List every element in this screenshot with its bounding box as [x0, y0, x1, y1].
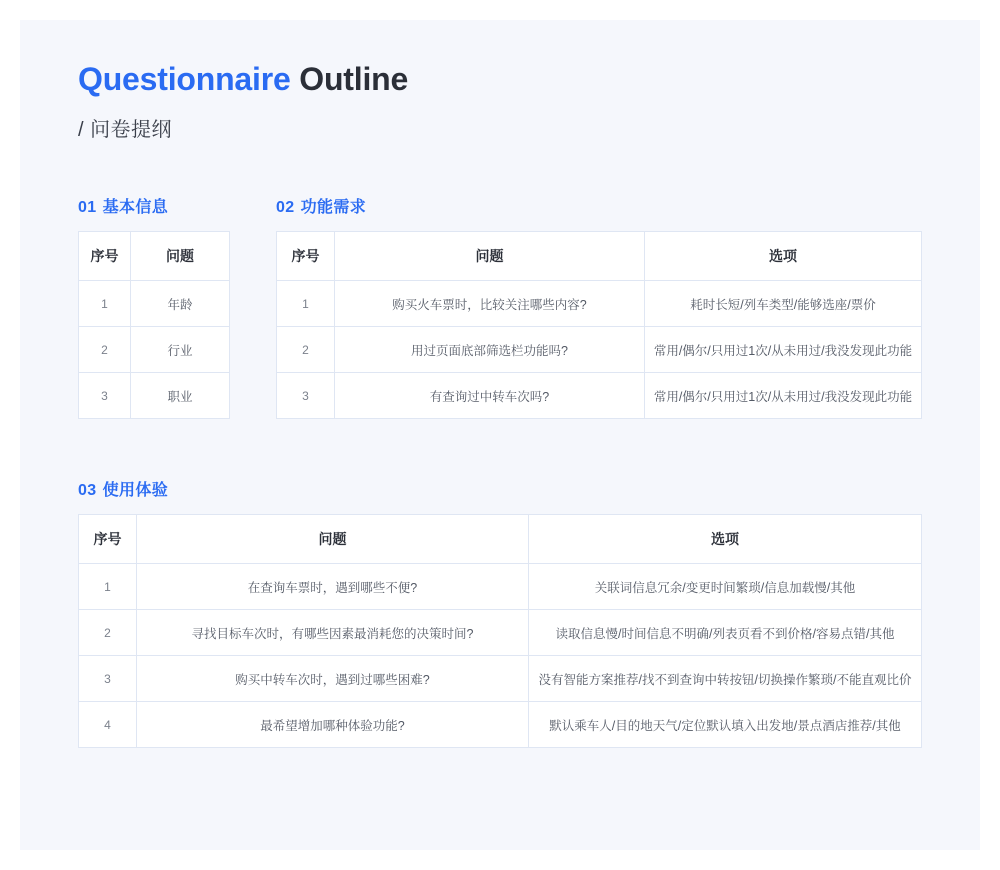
cell-question: 行业: [131, 327, 230, 373]
cell-question: 寻找目标车次时，有哪些因素最消耗您的决策时间?: [137, 610, 529, 656]
subtitle-slash: /: [78, 119, 85, 142]
page-title-accent: Questionnaire: [78, 61, 291, 97]
column-header: 问题: [137, 515, 529, 564]
cell-index: 2: [79, 610, 137, 656]
table-row: [79, 656, 922, 702]
subtitle-text: 问卷提纲: [90, 119, 173, 142]
cell-question: 最希望增加哪种体验功能?: [137, 702, 529, 748]
page-content: [20, 20, 980, 748]
cell-index: 2: [79, 327, 131, 373]
cell-question: 在查询车票时，遇到哪些不便?: [137, 564, 529, 610]
column-header: 选项: [529, 515, 922, 564]
page-title: [78, 62, 922, 97]
cell-question: 年龄: [131, 281, 230, 327]
cell-index: 3: [79, 656, 137, 702]
section-basic-info: [78, 194, 230, 419]
section-heading-02: [276, 194, 922, 217]
cell-options: 默认乘车人/目的地天气/定位默认填入出发地/景点酒店推荐/其他: [529, 702, 922, 748]
cell-question: 职业: [131, 373, 230, 419]
cell-options: 没有智能方案推荐/找不到查询中转按钮/切换操作繁琐/不能直观比价: [529, 656, 922, 702]
section-label-03: 使用体验: [102, 482, 169, 500]
section-label-02: 功能需求: [300, 199, 367, 217]
cell-question: 用过页面底部筛选栏功能吗?: [335, 327, 645, 373]
section-number-01: 01: [78, 199, 97, 217]
table-header-row: [277, 232, 922, 281]
cell-index: 1: [79, 564, 137, 610]
section-number-02: 02: [276, 199, 295, 217]
column-header: 选项: [645, 232, 922, 281]
table-user-experience: [78, 514, 922, 748]
section-heading-03: [78, 477, 922, 500]
table-header-row: [79, 515, 922, 564]
cell-index: 1: [277, 281, 335, 327]
cell-index: 1: [79, 281, 131, 327]
cell-index: 3: [277, 373, 335, 419]
table-row: [79, 564, 922, 610]
section-label-01: 基本信息: [102, 199, 169, 217]
section-user-experience: [78, 477, 922, 748]
column-header: 序号: [277, 232, 335, 281]
column-header: 序号: [79, 515, 137, 564]
column-header: 序号: [79, 232, 131, 281]
cell-question: 购买火车票时，比较关注哪些内容?: [335, 281, 645, 327]
cell-question: 购买中转车次时，遇到过哪些困难?: [137, 656, 529, 702]
cell-options: 常用/偶尔/只用过1次/从未用过/我没发现此功能: [645, 373, 922, 419]
table-functional-needs: [276, 231, 922, 419]
table-row: [79, 610, 922, 656]
column-header: 问题: [335, 232, 645, 281]
cell-options: 常用/偶尔/只用过1次/从未用过/我没发现此功能: [645, 327, 922, 373]
table-basic-info: [78, 231, 230, 419]
table-row: [79, 327, 230, 373]
table-header-row: [79, 232, 230, 281]
column-header: 问题: [131, 232, 230, 281]
cell-options: 读取信息慢/时间信息不明确/列表页看不到价格/容易点错/其他: [529, 610, 922, 656]
cell-index: 2: [277, 327, 335, 373]
section-heading-01: [78, 194, 230, 217]
table-row: [79, 281, 230, 327]
table-row: [79, 702, 922, 748]
table-row: [277, 373, 922, 419]
cell-options: 耗时长短/列车类型/能够选座/票价: [645, 281, 922, 327]
sections-row: [78, 194, 922, 419]
page-title-rest: Outline: [290, 61, 409, 97]
page-subtitle: [78, 113, 922, 142]
cell-options: 关联词信息冗余/变更时间繁琐/信息加载慢/其他: [529, 564, 922, 610]
table-row: [277, 327, 922, 373]
section-functional-needs: [276, 194, 922, 419]
document-page: [20, 20, 980, 850]
table-row: [79, 373, 230, 419]
cell-question: 有查询过中转车次吗?: [335, 373, 645, 419]
table-row: [277, 281, 922, 327]
section-number-03: 03: [78, 482, 97, 500]
cell-index: 3: [79, 373, 131, 419]
cell-index: 4: [79, 702, 137, 748]
